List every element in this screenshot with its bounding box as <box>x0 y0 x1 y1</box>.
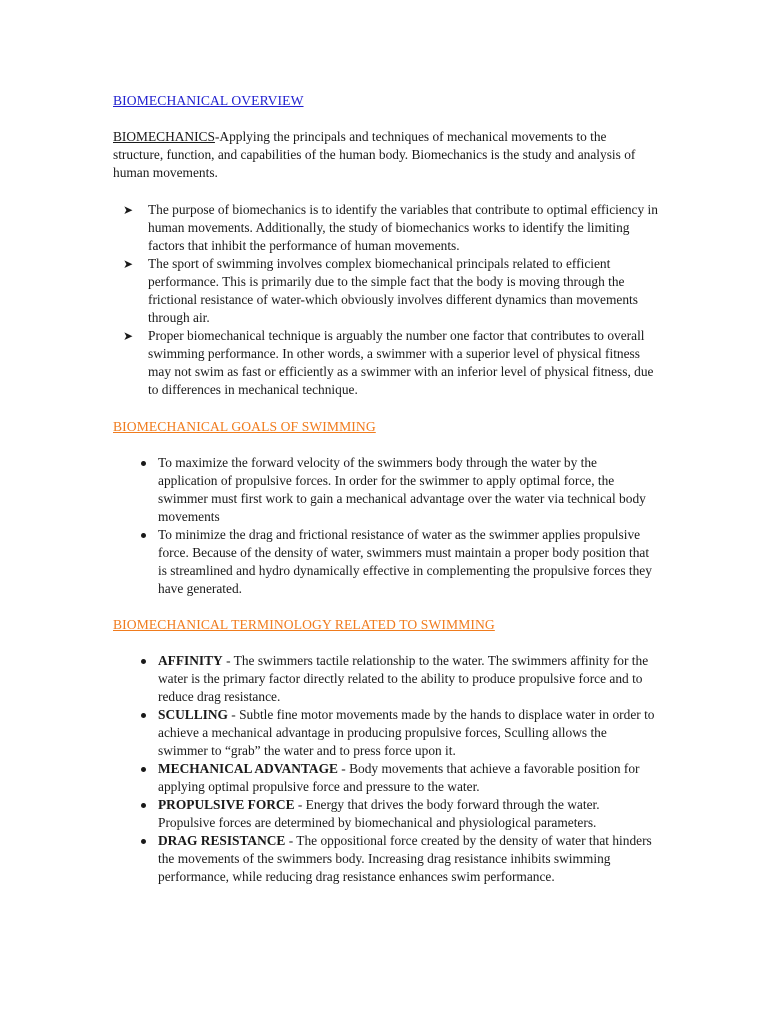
term-definition: - Body movements that achieve a favorable position for applying optimal propulsive force and pressure to the water. <box>158 761 640 794</box>
term-drag-resistance: DRAG RESISTANCE <box>158 833 286 848</box>
overview-bullet-list <box>113 201 658 399</box>
dot-bullet-icon <box>141 839 146 844</box>
dot-bullet-icon <box>141 713 146 718</box>
list-item <box>113 706 658 760</box>
document-page <box>113 92 658 886</box>
dot-bullet-icon <box>141 767 146 772</box>
intro-text: -Applying the principals and techniques of mechanical movements to the structure, function, and capabilities of the human body. Biomechanics is the study and analysis of human movements. <box>113 129 636 180</box>
term-definition: - Subtle fine motor movements made by the hands to displace water in order to achieve a mechanical advantage in producing propulsive forces, Sculling allows the swimmer to “grab” the water and to press force upon it. <box>158 707 655 758</box>
bullet-text: Proper biomechanical technique is arguably the number one factor that contributes to overall swimming performance. In other words, a swimmer with a superior level of physical fitness may not swim as fast or efficiently as a swimmer with an inferior level of physical fitness, due to differences in mechanical technique. <box>148 328 654 397</box>
term-affinity: AFFINITY <box>158 653 223 668</box>
term-propulsive-force: PROPULSIVE FORCE <box>158 797 295 812</box>
terminology-list <box>113 652 658 886</box>
list-item <box>113 796 658 832</box>
terminology-section <box>113 616 658 886</box>
terminology-heading: BIOMECHANICAL TERMINOLOGY RELATED TO SWIMMING <box>113 617 495 632</box>
bullet-text: To maximize the forward velocity of the swimmers body through the water by the application of propulsive forces. In order for the swimmer to apply optimal force, the swimmer must first work to gain a mechanical advantage over the water via technical body movements <box>158 455 646 524</box>
intro-paragraph <box>113 128 658 182</box>
list-item <box>113 832 658 886</box>
list-item <box>113 201 658 255</box>
bullet-text: To minimize the drag and frictional resistance of water as the swimmer applies propulsive force. Because of the density of water, swimmers must maintain a proper body position that is streamlined and hydro dynamically effective in complementing the propulsive forces they have generated. <box>158 527 652 596</box>
term-definition: - Energy that drives the body forward through the water. Propulsive forces are determined by biomechanical and physiological parameters. <box>158 797 600 830</box>
dot-bullet-icon <box>141 803 146 808</box>
overview-heading: BIOMECHANICAL OVERVIEW <box>113 93 304 108</box>
goals-section <box>113 418 658 598</box>
goals-heading: BIOMECHANICAL GOALS OF SWIMMING <box>113 419 376 434</box>
intro-term: BIOMECHANICS <box>113 129 215 144</box>
list-item <box>113 652 658 706</box>
bullet-text: The purpose of biomechanics is to identify the variables that contribute to optimal efficiency in human movements. Additionally, the study of biomechanics works to identify the limiting factors that inhibit the performance of human movements. <box>148 202 658 253</box>
goals-bullet-list <box>113 454 658 598</box>
list-item <box>113 255 658 327</box>
arrow-bullet-icon: ➤ <box>123 203 134 217</box>
list-item <box>113 327 658 399</box>
list-item <box>113 760 658 796</box>
arrow-bullet-icon: ➤ <box>123 257 134 271</box>
dot-bullet-icon <box>141 659 146 664</box>
list-item <box>113 454 658 526</box>
term-definition: - The oppositional force created by the density of water that hinders the movements of the swimmers body. Increasing drag resistance inhibits swimming performance, while reducing drag resistance enhances swim performance. <box>158 833 652 884</box>
dot-bullet-icon <box>141 533 146 538</box>
list-item <box>113 526 658 598</box>
bullet-text: The sport of swimming involves complex biomechanical principals related to efficient performance. This is primarily due to the simple fact that the body is moving through the frictional resistance of water-which obviously involves different dynamics than movements through air. <box>148 256 638 325</box>
term-mechanical-advantage: MECHANICAL ADVANTAGE <box>158 761 338 776</box>
term-sculling: SCULLING <box>158 707 228 722</box>
dot-bullet-icon <box>141 461 146 466</box>
arrow-bullet-icon: ➤ <box>123 329 134 343</box>
term-definition: - The swimmers tactile relationship to the water. The swimmers affinity for the water is the primary factor directly related to the ability to produce propulsive force and to reduce drag resistance. <box>158 653 649 704</box>
